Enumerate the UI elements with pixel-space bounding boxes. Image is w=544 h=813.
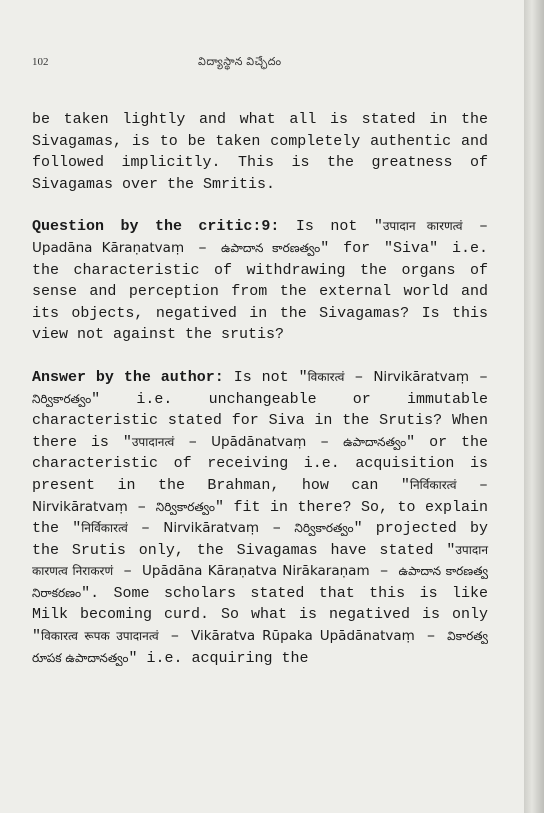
telugu-term: ఉపాదానత్వం [343, 434, 407, 449]
page-body [32, 109, 488, 690]
text-run: – [113, 563, 143, 581]
telugu-term: నిర్వికారత్వం [32, 391, 92, 406]
text-run: – [127, 498, 156, 516]
text-run: – [369, 563, 399, 581]
devanagari-term: विकारत्वं [307, 369, 345, 384]
text-run: – [456, 476, 488, 494]
text-run: – [158, 628, 192, 646]
text-run: " or the characteristic of receiving i.e. acquisition is present in the Brahman, how can " [32, 433, 488, 494]
text-run: Is not " [223, 368, 308, 386]
devanagari-term: उपादानत्वं [131, 434, 175, 449]
telugu-term: ఉపాదాన కారణత్వం [220, 240, 321, 255]
text-run: " fit in there? So, to explain the " [32, 498, 488, 538]
running-header [32, 56, 484, 72]
text-run: " projected by the Srutis only, the Sivagamas have stated " [32, 520, 488, 559]
text-run: – [174, 433, 212, 451]
running-title: విద్యాస్థాన విచ్ఛేదం [198, 56, 282, 68]
text-run: – [259, 520, 295, 538]
text-run: " i.e. unchangeable or immutable characteristic stated for Siva in the Srutis? When there is " [32, 390, 488, 451]
paragraph-question [32, 216, 488, 346]
devanagari-term: उपादान कारणत्वं [382, 219, 463, 234]
page-number: 102 [32, 56, 49, 68]
text-run: – [469, 368, 489, 386]
text-run: Is not " [279, 218, 383, 236]
page-edge [524, 0, 544, 813]
devanagari-term: निर्विकारत्वं [81, 521, 128, 536]
telugu-term: వికారత్వ రూపక ఉపాదానత్వం [32, 629, 488, 665]
text-run: ". Some scholars stated that this is like Milk becoming curd. So what is negatived is only " [32, 584, 488, 646]
text-run: " for "Siva" i.e. the characteristic of withdrawing the organs of sense and perception from the external world and its objects, negatived in the Sivagamas? Is this view not against the srutis? [32, 239, 488, 344]
transliterated-term: Nirvikāratvaṃ [373, 368, 470, 385]
transliterated-term: Upādānatvaṃ [211, 433, 307, 450]
question-lead: Question by the critic:9: [32, 218, 280, 236]
telugu-term: నిర్వికారత్వం [155, 499, 215, 514]
answer-lead: Answer by the author: [32, 368, 224, 386]
transliterated-term: Upādāna Kāraṇatva Nirākaraṇam [142, 563, 370, 580]
transliterated-term: Upadāna Kāraṇatvaṃ [32, 239, 185, 256]
text-run: – [306, 433, 344, 451]
text-run: – [127, 520, 164, 538]
text-run: – [184, 239, 221, 257]
devanagari-term: उपादान कारणत्व निराकरणं [32, 542, 488, 579]
transliterated-term: Nirvikāratvaṃ [32, 498, 128, 515]
transliterated-term: Nirvikāratvaṃ [163, 520, 260, 537]
text-run: " i.e. acquiring the [128, 649, 309, 667]
devanagari-term: विकारत्व रूपक उपादानत्वं [41, 629, 159, 644]
text-run: – [344, 368, 374, 386]
paragraph-intro [32, 109, 488, 195]
telugu-term: నిర్వికారత్వం [294, 521, 354, 536]
paragraph-answer [32, 367, 488, 669]
devanagari-term: निर्विकारत्वं [409, 477, 457, 492]
transliterated-term: Vikāratva Rūpaka Upādānatvaṃ [191, 628, 415, 645]
paragraph-text: be taken lightly and what all is stated in the Sivagamas, is to be taken completely authentic and followed implicitly. This is the greatness of Sivagamas over the Smritis. [32, 111, 488, 193]
text-run: – [462, 218, 488, 236]
telugu-term: ఉపాదాన కారణత్వ నిరాకరణం [32, 564, 488, 600]
text-run: – [414, 628, 448, 646]
